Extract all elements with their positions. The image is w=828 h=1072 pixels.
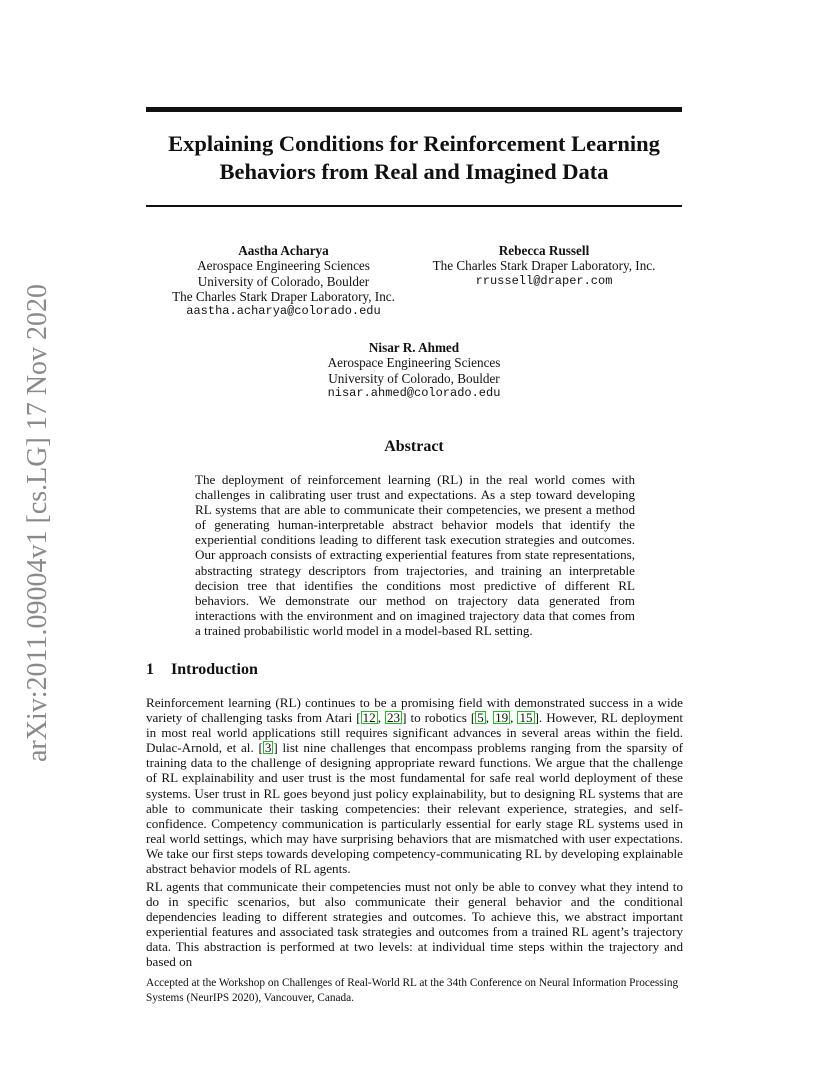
author-email[interactable]: nisar.ahmed@colorado.edu xyxy=(327,385,501,400)
paper-title: Explaining Conditions for Reinforcement Learning Behaviors from Real and Imagined Data xyxy=(168,131,660,184)
citation-link[interactable]: 12 xyxy=(362,710,376,726)
author-name: Aastha Acharya xyxy=(238,243,329,258)
author-block xyxy=(146,243,421,319)
author-affiliation: The Charles Stark Draper Laboratory, Inc. xyxy=(172,288,395,304)
title-rule xyxy=(146,205,682,207)
citation-link[interactable]: 15 xyxy=(519,710,533,726)
section-number: 1 xyxy=(146,661,154,678)
text-run: , xyxy=(485,710,494,726)
text-run: Reinforcement learning (RL) continues to be a promising field with demonstrated success in a wide variety of challenging tasks from Atari [ xyxy=(146,695,683,726)
author-name: Nisar R. Ahmed xyxy=(368,340,460,355)
section-heading xyxy=(146,661,258,679)
author-block xyxy=(264,340,564,401)
text-run: ] to robotics [ xyxy=(402,710,476,726)
citation-link[interactable]: 19 xyxy=(495,710,509,726)
text-run: , xyxy=(377,710,385,726)
author-affiliation: University of Colorado, Boulder xyxy=(197,273,370,289)
author-affiliation: University of Colorado, Boulder xyxy=(328,370,500,386)
section-title: Introduction xyxy=(171,661,258,678)
author-email[interactable]: rrussell@draper.com xyxy=(475,273,613,288)
text-run: , xyxy=(510,710,518,726)
text-run: ] list nine challenges that encompass problems ranging from the sparsity of training data to the challenge of designing appropriate reward functions. We argue that the challenge of RL explainability and user trust is the most fundamental for safe real world deployment of these systems. User trust in RL goes beyond just policy explainability, but to designing RL systems that are able to communicate their tasking competencies: their relevant experience, strategies, and self-confidence. Competency communication is particularly essential for early stage RL systems used in real world settings, which may have surprising behaviors that are mismatched with user expectations. We take our first steps towards developing competency-communicating RL by developing explainable abstract behavior models of RL agents. xyxy=(146,740,683,877)
citation-link[interactable]: 3 xyxy=(264,740,272,756)
author-affiliation: Aerospace Engineering Sciences xyxy=(327,355,501,371)
abstract-heading: Abstract xyxy=(384,438,444,455)
author-affiliation: The Charles Stark Draper Laboratory, Inc. xyxy=(432,258,656,274)
author-affiliation: Aerospace Engineering Sciences xyxy=(197,258,370,274)
top-rule xyxy=(146,107,682,112)
arxiv-stamp: arXiv:2011.09004v1 [cs.LG] 17 Nov 2020 xyxy=(22,283,53,762)
author-block xyxy=(414,243,674,289)
citation-link[interactable]: 23 xyxy=(387,710,401,726)
intro-paragraph xyxy=(146,695,683,876)
author-name: Rebecca Russell xyxy=(498,243,590,258)
abstract-text: The deployment of reinforcement learning (RL) in the real world comes with challenges in calibrating user trust and expectations. As a step toward developing RL systems that are able to communicate their competencies, we present a method of generating human-interpretable abstract behavior models that identify the experiential conditions leading to different task execution strategies and outcomes. Our approach consists of extracting experiential features from state representations, abstracting strategy descriptors from trajectories, and training an interpretable decision tree that identifies the conditions most predictive of different RL behaviors. We demonstrate our method on trajectory data generated from interactions with the environment and on imagined trajectory data that comes from a trained probabilistic world model in a model-based RL setting. xyxy=(195,472,635,638)
text-run: ]. However, RL deployment in most real world applications still requires significant advances in several areas within the field. Dulac-Arnold, et al. [ xyxy=(146,710,684,756)
citation-link[interactable]: 5 xyxy=(477,710,484,726)
author-email[interactable]: aastha.acharya@colorado.edu xyxy=(186,304,381,319)
footnote: Accepted at the Workshop on Challenges of Real-World RL at the 34th Conference on Neural Information Processing Systems (NeurIPS 2020), Vancouver, Canada. xyxy=(146,977,679,1004)
intro-paragraph: RL agents that communicate their competencies must not only be able to convey what they intend to do in specific scenarios, but also communicate their general behavior and the conditional dependencies leading to different strategies and outcomes. To achieve this, we abstract important experiential features and associated task strategies and outcomes from a trained RL agent’s trajectory data. This abstraction is performed at two levels: at individual time steps within the trajectory and based on xyxy=(146,879,683,970)
